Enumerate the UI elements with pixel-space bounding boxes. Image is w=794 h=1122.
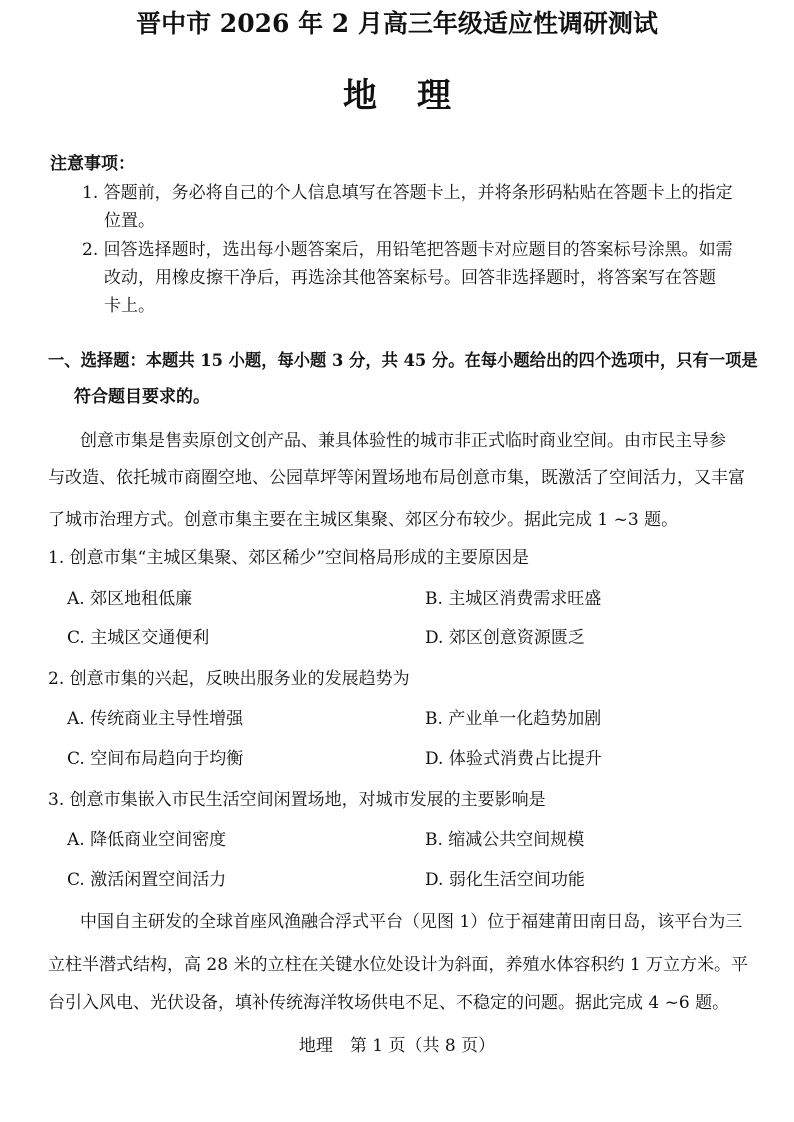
exam-title: 晋中市 2026 年 2 月高三年级适应性调研测试 (136, 9, 658, 38)
question-2-stem: 2. 创意市集的兴起，反映出服务业的发展趋势为 (48, 669, 410, 689)
question-2-option-d: D. 体验式消费占比提升 (425, 749, 602, 769)
subject-title: 地理 (343, 76, 491, 116)
passage-1-line-3: 了城市治理方式。创意市集主要在主城区集聚、郊区分布较少。据此完成 1 ~3 题。 (48, 510, 679, 530)
question-3-option-d: D. 弱化生活空间功能 (425, 870, 585, 890)
question-3-option-c: C. 激活闲置空间活力 (67, 870, 227, 890)
notice-heading: 注意事项： (50, 154, 135, 174)
passage-1-line-1: 创意市集是售卖原创文创产品、兼具体验性的城市非正式临时商业空间。由市民主导参 (80, 431, 726, 451)
notice-item-2-line-2: 改动，用橡皮擦干净后，再选涂其他答案标号。回答非选择题时，将答案写在答题 (104, 268, 716, 288)
question-2-option-b: B. 产业单一化趋势加剧 (425, 709, 602, 729)
passage-2-line-2: 立柱半潜式结构，高 28 米的立柱在关键水位处设计为斜面，养殖水体容积约 1 万立方米。平 (48, 955, 749, 975)
notice-item-1-line-1: 1. 答题前，务必将自己的个人信息填写在答题卡上，并将条形码粘贴在答题卡上的指定 (82, 183, 733, 203)
section-heading-line-2: 符合题目要求的。 (74, 387, 210, 407)
passage-2-line-3: 台引入风电、光伏设备，填补传统海洋牧场供电不足、不稳定的问题。据此完成 4 ~6 题。 (48, 993, 730, 1013)
question-1-option-b: B. 主城区消费需求旺盛 (425, 589, 602, 609)
notice-item-2-line-3: 卡上。 (104, 296, 155, 316)
question-1-option-d: D. 郊区创意资源匮乏 (425, 628, 585, 648)
notice-item-2-line-1: 2. 回答选择题时，选出每小题答案后，用铅笔把答题卡对应题目的答案标号涂黑。如需 (82, 240, 733, 260)
question-3-option-a: A. 降低商业空间密度 (67, 830, 227, 850)
question-3-option-b: B. 缩减公共空间规模 (425, 830, 585, 850)
question-3-stem: 3. 创意市集嵌入市民生活空间闲置场地，对城市发展的主要影响是 (48, 790, 546, 810)
question-1-stem: 1. 创意市集“主城区集聚、郊区稀少”空间格局形成的主要原因是 (48, 548, 530, 568)
notice-item-1-line-2: 位置。 (104, 211, 155, 231)
question-1-option-a: A. 郊区地租低廉 (67, 589, 193, 609)
section-heading-line-1: 一、选择题：本题共 15 小题，每小题 3 分，共 45 分。在每小题给出的四个选项中，只有一项是 (48, 351, 758, 371)
question-2-option-a: A. 传统商业主导性增强 (67, 709, 244, 729)
page-footer: 地理 第 1 页（共 8 页） (298, 1036, 496, 1056)
question-2-option-c: C. 空间布局趋向于均衡 (67, 749, 244, 769)
passage-1-line-2: 与改造、依托城市商圈空地、公园草坪等闲置场地布局创意市集，既激活了空间活力，又丰富 (48, 468, 745, 488)
question-1-option-c: C. 主城区交通便利 (67, 628, 210, 648)
passage-2-line-1: 中国自主研发的全球首座风渔融合浮式平台（见图 1）位于福建莆田南日岛，该平台为三 (80, 912, 743, 932)
